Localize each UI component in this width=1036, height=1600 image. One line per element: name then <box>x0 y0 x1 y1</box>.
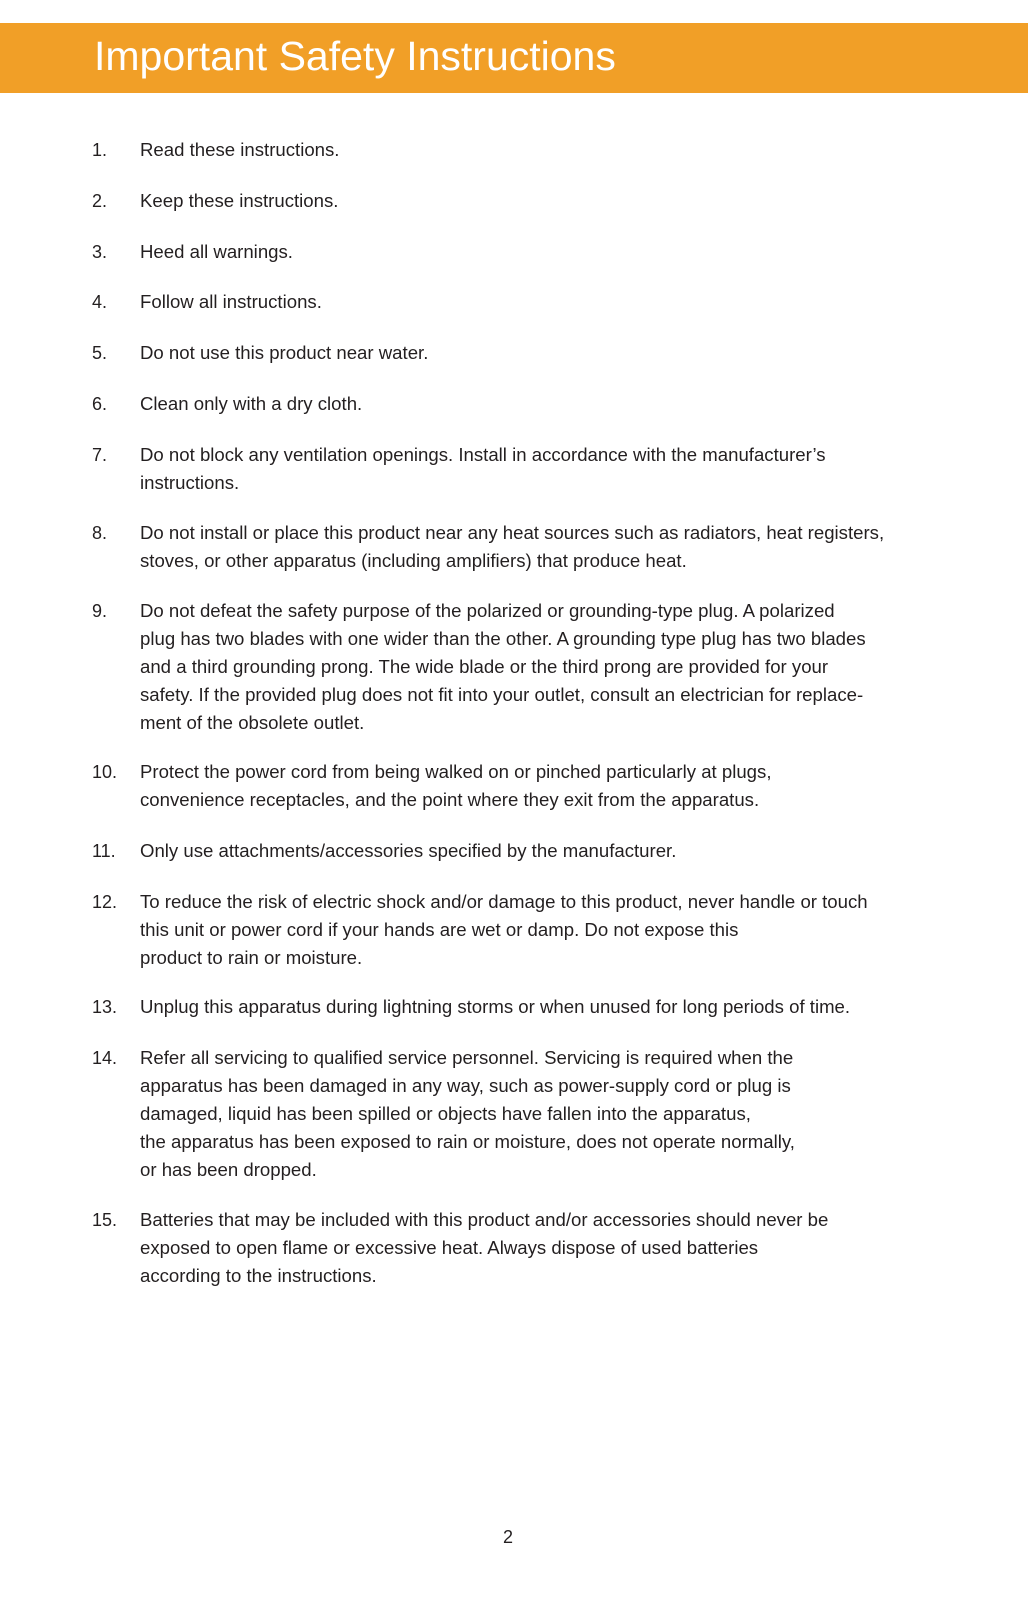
item-text: Protect the power cord from being walked on or pinched particularly at plugs, convenience receptacles, and the point where they exit from the apparatus. <box>140 761 772 810</box>
item-number: 8. <box>92 523 108 543</box>
item-text: To reduce the risk of electric shock and/or damage to this product, never handle or touch this unit or power cord if your hands are wet or damp. Do not expose this product to rain or moisture. <box>140 891 868 968</box>
item-number: 10. <box>92 762 118 782</box>
item-number: 5. <box>92 343 108 363</box>
item-number: 9. <box>92 601 108 621</box>
page-number: 2 <box>502 1527 513 1547</box>
item-text: Batteries that may be included with this product and/or accessories should never be exposed to open flame or excessive heat. Always dispose of used batteries according to the instructions. <box>140 1209 829 1286</box>
item-text: Do not defeat the safety purpose of the polarized or grounding-type plug. A polarized plug has two blades with one wider than the other. A grounding type plug has two blades and a third grounding prong. The wide blade or the third prong are provided for your safety. If the provided plug does not fit into your outlet, consult an electrician for replace- ment of the obsolete outlet. <box>140 600 866 733</box>
item-text: Heed all warnings. <box>140 241 293 262</box>
item-number: 11. <box>92 841 116 861</box>
item-number: 4. <box>92 292 108 312</box>
item-number: 14. <box>92 1048 118 1068</box>
item-number: 3. <box>92 242 108 262</box>
item-text: Read these instructions. <box>140 139 340 160</box>
item-text: Unplug this apparatus during lightning storms or when unused for long periods of time. <box>140 996 851 1017</box>
item-number: 2. <box>92 191 108 211</box>
item-number: 6. <box>92 394 108 414</box>
item-number: 15. <box>92 1210 118 1230</box>
item-number: 13. <box>92 997 118 1017</box>
item-text: Do not install or place this product near any heat sources such as radiators, heat registers, stoves, or other apparatus (including amplifiers) that produce heat. <box>140 522 885 571</box>
item-number: 7. <box>92 445 108 465</box>
item-number: 1. <box>92 140 108 160</box>
page-title: Important Safety Instructions <box>94 33 616 79</box>
item-text: Refer all servicing to qualified service personnel. Servicing is required when the apparatus has been damaged in any way, such as power-supply cord or plug is damaged, liquid has been spilled or objects have fallen into the apparatus, the apparatus has been exposed to rain or moisture, does not operate normally, or has been dropped. <box>140 1047 795 1180</box>
item-number: 12. <box>92 892 118 912</box>
item-text: Do not block any ventilation openings. Install in accordance with the manufacturer’s instructions. <box>140 444 826 493</box>
item-text: Do not use this product near water. <box>140 342 429 363</box>
item-text: Clean only with a dry cloth. <box>140 393 363 414</box>
item-text: Keep these instructions. <box>140 190 339 211</box>
item-text: Follow all instructions. <box>140 291 322 312</box>
item-text: Only use attachments/accessories specified by the manufacturer. <box>140 840 677 861</box>
